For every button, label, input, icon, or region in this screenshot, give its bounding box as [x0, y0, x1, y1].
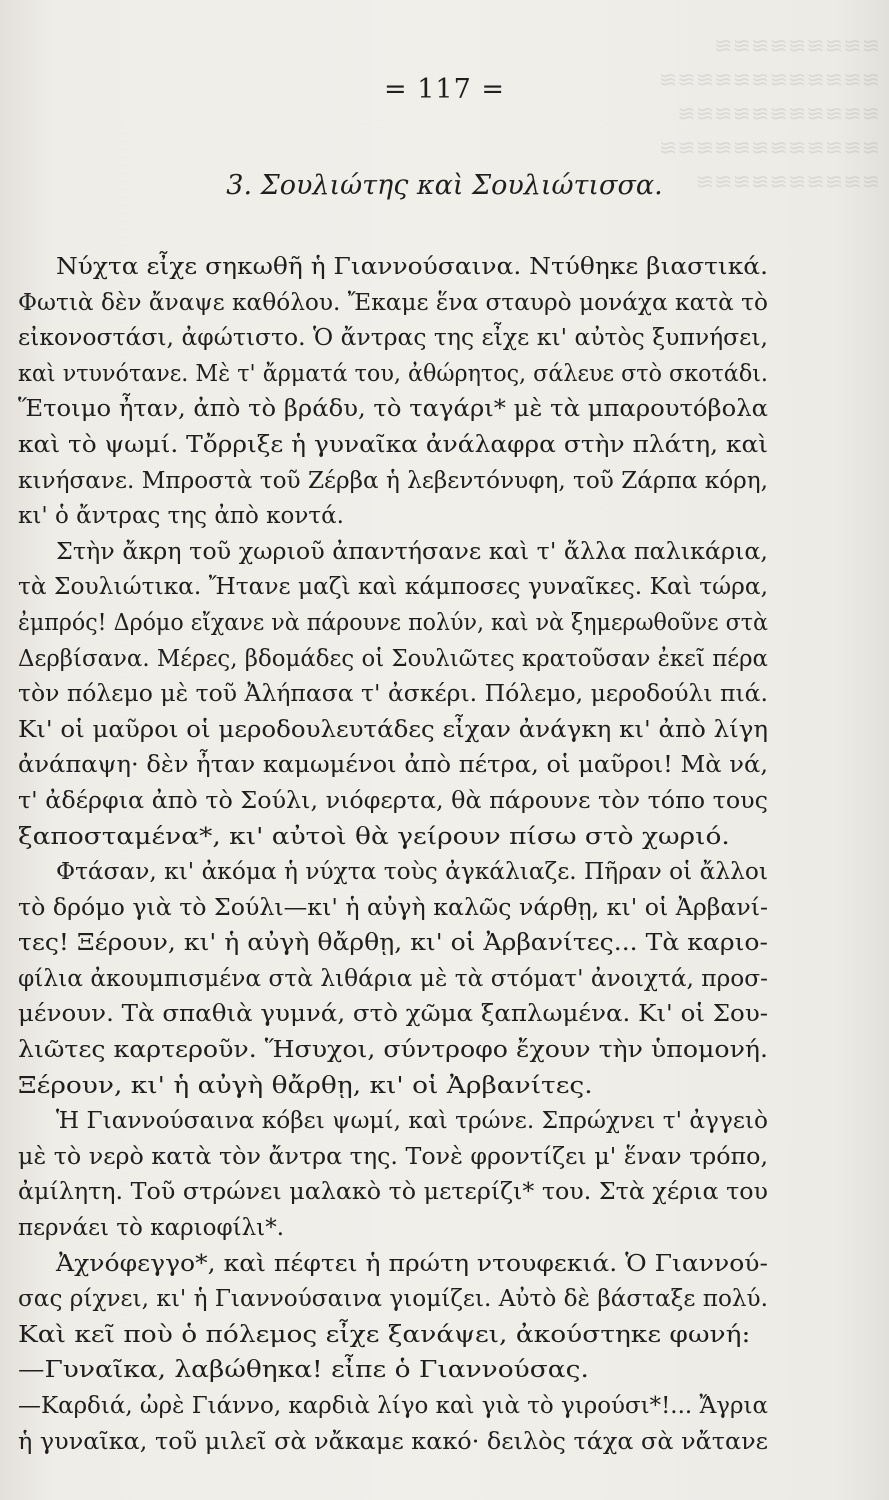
text-line: ἀνάπαψη· δὲν ἦταν καμωμένοι ἀπὸ πέτρα, οἱ μαῦροι! Μὰ νά,	[18, 752, 768, 779]
text-line: Στὴν ἄκρη τοῦ χωριοῦ ἀπαντήσανε καὶ τ' ἄλλα παλικάρια,	[56, 538, 768, 565]
text-line: ξαποσταμένα*, κι' αὐτοὶ θὰ γείρουν πίσω στὸ χωριό.	[18, 823, 730, 850]
text-line: —Γυναῖκα, λαβώθηκα! εἶπε ὁ Γιαννούσας.	[18, 1357, 589, 1384]
text-line: ἀμίλητη. Τοῦ στρώνει μαλακὸ τὸ μετερίζι* του. Στὰ χέρια του	[18, 1179, 768, 1206]
text-line: Ἡ Γιαννούσαινα κόβει ψωμί, καὶ τρώνε. Σπρώχνει τ' ἀγγειὸ	[56, 1108, 768, 1135]
text-line: φίλια ἀκουμπισμένα στὰ λιθάρια μὲ τὰ στόματ' ἀνοιχτά, προσ-	[18, 965, 768, 992]
text-line: ἐμπρός! Δρόμο εἴχανε νὰ πάρουνε πολύν, καὶ νὰ ξημερωθοῦνε στὰ	[18, 609, 768, 636]
chapter-title: 3. Σουλιώτης καὶ Σουλιώτισσα.	[226, 170, 663, 201]
text-line: —Καρδιά, ὠρὲ Γιάννο, καρδιὰ λίγο καὶ γιὰ τὸ γιρούσι*!... Ἄγρια	[18, 1393, 768, 1419]
text-line: περνάει τὸ καριοφίλι*.	[18, 1215, 285, 1242]
text-line: Νύχτα εἶχε σηκωθῆ ἡ Γιαννούσαινα. Ντύθηκε βιαστικά.	[56, 254, 768, 280]
text-line: Ἀχνόφεγγο*, καὶ πέφτει ἡ πρώτη ντουφεκιά. Ὁ Γιαννού-	[56, 1250, 768, 1277]
text-line: Φωτιὰ δὲν ἄναψε καθόλου. Ἔκαμε ἕνα σταυρὸ μονάχα κατὰ τὸ	[18, 289, 768, 316]
text-line: τὸν πόλεμο μὲ τοῦ Ἀλήπασα τ' ἀσκέρι. Πόλεμο, μεροδούλι πιά.	[18, 681, 768, 708]
text-line: Ἕτοιμο ἦταν, ἀπὸ τὸ βράδυ, τὸ ταγάρι* μὲ τὰ μπαρουτόβολα	[18, 396, 768, 423]
text-line: λιῶτες καρτεροῦν. Ἥσυχοι, σύντροφο ἔχουν τὴν ὑπομονή.	[18, 1037, 768, 1064]
text-line: μὲ τὸ νερὸ κατὰ τὸν ἄντρα της. Τονὲ φροντίζει μ' ἕναν τρόπο,	[18, 1143, 768, 1170]
text-line: Δερβίσανα. Μέρες, βδομάδες οἱ Σουλιῶτες κρατοῦσαν ἐκεῖ πέρα	[18, 645, 768, 672]
text-line: τὰ Σουλιώτικα. Ἤτανε μαζὶ καὶ κάμποσες γυναῖκες. Καὶ τώρα,	[18, 574, 768, 601]
text-line: τὸ δρόμο γιὰ τὸ Σούλι—κι' ἡ αὐγὴ καλῶς νάρθῃ, κι' οἱ Ἀρβανί-	[18, 894, 768, 921]
text-line: καὶ ντυνότανε. Μὲ τ' ἄρματά του, ἀθώρητος, σάλευε στὸ σκοτάδι.	[18, 360, 768, 387]
text-line: κινήσανε. Μπροστὰ τοῦ Ζέρβα ἡ λεβεντόνυφη, τοῦ Ζάρπα κόρη,	[18, 467, 768, 494]
text-line: σας ρίχνει, κι' ἡ Γιαννούσαινα γιομίζει. Αὐτὸ δὲ βάσταξε πολύ.	[18, 1286, 768, 1313]
text-line: καὶ τὸ ψωμί. Τὄρριξε ἡ γυναῖκα ἀνάλαφρα στὴν πλάτη, καὶ	[18, 431, 768, 458]
bleed-through-text: ≋≋≋≋≋≋≋≋≋ ≋≋≋≋≋≋≋≋≋≋≋≋ ≋≋≋≋≋≋≋≋≋≋≋ ≋≋≋≋≋≋≋≋≋≋≋≋ ≋≋≋≋≋≋≋≋≋≋	[658, 34, 880, 195]
text-line: τ' ἀδέρφια ἀπὸ τὸ Σούλι, νιόφερτα, θὰ πάρουνε τὸν τόπο τους	[18, 787, 768, 814]
text-line: Καὶ κεῖ ποὺ ὁ πόλεμος εἶχε ξανάψει, ἀκούστηκε φωνή:	[18, 1321, 751, 1348]
text-line: Κι' οἱ μαῦροι οἱ μεροδουλευτάδες εἶχαν ἀνάγκη κι' ἀπὸ λίγη	[18, 716, 768, 743]
page-number-header: = 117 =	[384, 74, 505, 105]
text-line: μένουν. Τὰ σπαθιὰ γυμνά, στὸ χῶμα ξαπλωμένα. Κι' οἱ Σου-	[18, 1001, 768, 1028]
body-text	[18, 250, 768, 1460]
text-line: τες! Ξέρουν, κι' ἡ αὐγὴ θἄρθῃ, κι' οἱ Ἀρβανίτες... Τὰ καριο-	[18, 930, 768, 957]
text-line: Φτάσαν, κι' ἀκόμα ἡ νύχτα τοὺς ἀγκάλιαζε. Πῆραν οἱ ἄλλοι	[56, 859, 768, 886]
text-line: εἰκονοστάσι, ἀφώτιστο. Ὁ ἄντρας της εἶχε κι' αὐτὸς ξυπνήσει,	[18, 325, 768, 352]
text-line: Ξέρουν, κι' ἡ αὐγὴ θἄρθῃ, κι' οἱ Ἀρβανίτες.	[18, 1072, 593, 1099]
text-line: ἡ γυναῖκα, τοῦ μιλεῖ σὰ νἄκαμε κακό· δειλὸς τάχα σὰ νἄτανε	[18, 1428, 768, 1455]
text-line: κι' ὁ ἄντρας της ἀπὸ κοντά.	[18, 503, 344, 530]
